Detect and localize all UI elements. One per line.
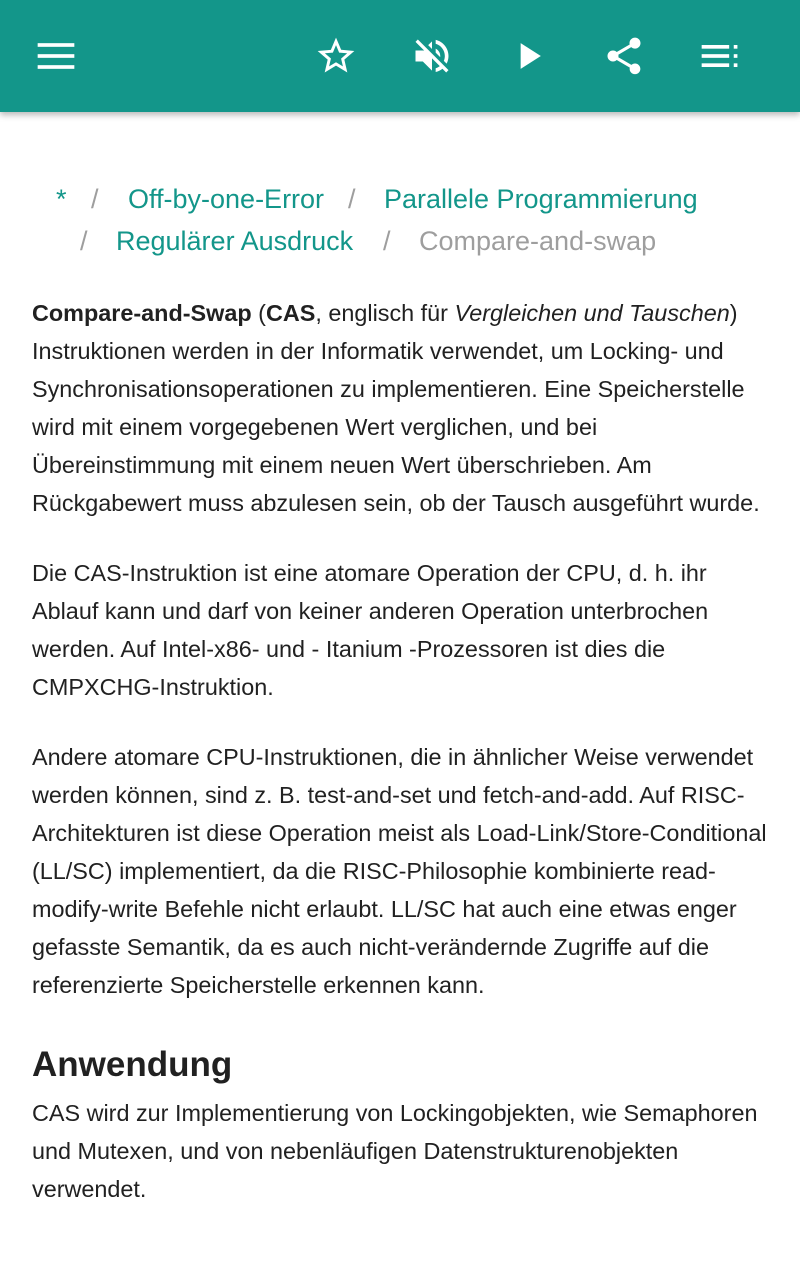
volume-off-icon bbox=[410, 34, 454, 78]
breadcrumb-separator: / bbox=[91, 184, 99, 214]
mute-button[interactable] bbox=[400, 24, 464, 88]
paragraph-intro bbox=[32, 294, 772, 522]
breadcrumb-line-2 bbox=[0, 220, 800, 262]
paragraph-other-instructions: Andere atomare CPU-Instruktionen, die in ähnlicher Weise verwendet werden können, sind z. B. test-and-set und fetch-and-add. Auf RISC-Architekturen ist diese Operation meist als Load-Link/Store-Conditional (LL/SC) implementiert, da die RISC-Philosophie kombinierte read-modify-write Befehle nicht erlaubt. LL/SC hat auch eine etwas enger gefasste Semantik, da es auch nicht-verändernde Zugriffe auf die referenzierte Speicherstelle erkennen kann. bbox=[32, 744, 767, 998]
menu-icon bbox=[34, 34, 78, 78]
menu-button[interactable] bbox=[24, 24, 88, 88]
breadcrumb-line-1 bbox=[0, 178, 800, 220]
breadcrumb-separator: / bbox=[80, 226, 88, 256]
term-compare-and-swap: Compare-and-Swap bbox=[32, 300, 252, 326]
paragraph-anwendung: CAS wird zur Implementierung von Lockingobjekten, wie Semaphoren und Mutexen, und von nebenläufigen Datenstrukturenobjekten verwendet. bbox=[32, 1100, 758, 1202]
toc-button[interactable] bbox=[688, 24, 752, 88]
breadcrumb-item-regulaerer-ausdruck[interactable]: Regulärer Ausdruck bbox=[116, 226, 354, 256]
paragraph-atomic-operation: Die CAS-Instruktion ist eine atomare Operation der CPU, d. h. ihr Ablauf kann und darf von keiner anderen Operation unterbrochen werden. Auf Intel-x86- und - Itanium -Prozessoren ist dies die CMPXCHG-Instruktion. bbox=[32, 560, 709, 700]
breadcrumb bbox=[0, 178, 800, 262]
play-icon bbox=[506, 34, 550, 78]
breadcrumb-current: Compare-and-swap bbox=[419, 226, 657, 256]
play-button[interactable] bbox=[496, 24, 560, 88]
section-heading-anwendung: Anwendung bbox=[32, 1045, 233, 1084]
share-icon bbox=[602, 34, 646, 78]
article-body bbox=[32, 294, 772, 1208]
bookmark-button[interactable] bbox=[304, 24, 368, 88]
breadcrumb-root[interactable]: * bbox=[56, 184, 67, 214]
share-button[interactable] bbox=[592, 24, 656, 88]
term-translation: Vergleichen und Tauschen bbox=[454, 300, 730, 326]
article-content bbox=[0, 112, 800, 1280]
intro-text-2: , englisch für bbox=[315, 300, 455, 326]
intro-text-3: ) Instruktionen werden in der Informatik verwendet, um Locking- und Synchronisationsoperationen zu implementieren. Eine Speicherstelle wird mit einem vorgegebenen Wert verglichen, und bei Übereinstimmung mit einem neuen Wert überschrieben. Am Rückgabewert muss abzulesen sein, ob der Tausch ausgeführt wurde. bbox=[32, 300, 760, 516]
list-icon bbox=[698, 34, 742, 78]
star-outline-icon bbox=[314, 34, 358, 78]
breadcrumb-separator: / bbox=[348, 184, 356, 214]
breadcrumb-separator: / bbox=[383, 226, 391, 256]
intro-text-1: ( bbox=[251, 300, 266, 326]
term-cas: CAS bbox=[265, 300, 316, 326]
app-toolbar bbox=[0, 0, 800, 112]
breadcrumb-item-parallele-programmierung[interactable]: Parallele Programmierung bbox=[384, 184, 698, 214]
breadcrumb-item-off-by-one-error[interactable]: Off-by-one-Error bbox=[128, 184, 325, 214]
